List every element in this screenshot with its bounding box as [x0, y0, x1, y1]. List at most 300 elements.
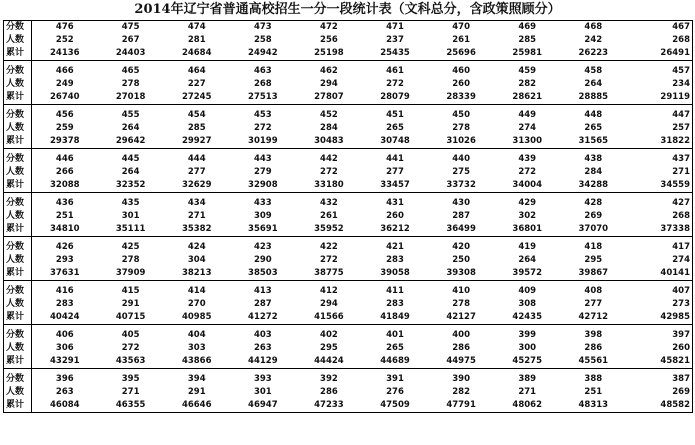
table-cell: 447: [626, 105, 692, 123]
table-cell: 34288: [578, 180, 609, 190]
table-cell: 443: [230, 149, 296, 167]
table-cell: 283: [386, 255, 404, 265]
table-cell: 416: [32, 281, 98, 299]
table-cell: 300: [518, 343, 537, 353]
score-distribution-table: [3, 20, 693, 413]
table-cell: 457: [626, 61, 692, 79]
table-cell: 272: [518, 167, 537, 177]
table-cell: 40424: [50, 312, 80, 322]
cumulative-row: [4, 311, 693, 325]
table-cell: 41272: [248, 312, 278, 322]
table-cell: 39572: [512, 268, 542, 278]
table-cell: 261: [452, 35, 470, 45]
table-cell: 24136: [50, 48, 80, 58]
table-cell: 242: [584, 35, 603, 45]
table-cell: 404: [164, 325, 230, 343]
table-cell: 272: [320, 167, 338, 177]
row-label: 分数: [4, 105, 32, 123]
table-cell: 287: [452, 211, 470, 221]
table-cell: 274: [672, 255, 690, 265]
table-cell: 31565: [578, 136, 609, 146]
table-cell: 412: [296, 281, 362, 299]
score-row: [4, 149, 693, 167]
table-cell: 460: [428, 61, 494, 79]
table-cell: 46947: [248, 400, 278, 410]
table-cell: 29119: [660, 92, 690, 102]
table-cell: 437: [626, 149, 692, 167]
table-cell: 46646: [181, 400, 212, 410]
table-cell: 35382: [181, 224, 212, 234]
table-cell: 45561: [578, 356, 609, 366]
table-cell: 411: [362, 281, 428, 299]
table-cell: 40715: [115, 312, 146, 322]
table-cell: 286: [452, 343, 470, 353]
table-cell: 37070: [578, 224, 609, 234]
table-cell: 27807: [314, 92, 344, 102]
table-cell: 275: [452, 167, 470, 177]
table-cell: 440: [428, 149, 494, 167]
table-cell: 417: [626, 237, 692, 255]
table-cell: 466: [32, 61, 98, 79]
table-cell: 32629: [181, 180, 212, 190]
table-cell: 234: [672, 79, 690, 89]
table-cell: 263: [253, 343, 272, 353]
table-cell: 432: [296, 193, 362, 211]
table-cell: 28885: [578, 92, 609, 102]
table-cell: 34004: [512, 180, 542, 190]
table-cell: 24684: [181, 48, 212, 58]
table-cell: 36499: [446, 224, 476, 234]
table-cell: 265: [584, 123, 603, 133]
row-label: 人数: [4, 386, 32, 399]
table-cell: 46355: [115, 400, 146, 410]
table-body: [4, 21, 693, 413]
table-cell: 26491: [660, 48, 690, 58]
table-cell: 278: [452, 123, 470, 133]
table-cell: 237: [386, 35, 404, 45]
table-cell: 277: [386, 167, 404, 177]
table-cell: 277: [187, 167, 206, 177]
score-row: [4, 369, 693, 387]
table-cell: 446: [32, 149, 98, 167]
table-cell: 395: [98, 369, 164, 387]
table-cell: 260: [672, 343, 690, 353]
table-cell: 256: [320, 35, 338, 45]
cumulative-row: [4, 91, 693, 105]
table-cell: 40141: [660, 268, 690, 278]
table-cell: 44129: [248, 356, 278, 366]
table-cell: 403: [230, 325, 296, 343]
table-cell: 25435: [380, 48, 410, 58]
table-cell: 389: [494, 369, 560, 387]
table-cell: 406: [32, 325, 98, 343]
row-label: 累计: [4, 355, 32, 369]
row-label: 人数: [4, 34, 32, 47]
row-label: 分数: [4, 237, 32, 255]
table-cell: 43563: [115, 356, 146, 366]
table-cell: 429: [494, 193, 560, 211]
table-cell: 48313: [578, 400, 609, 410]
table-cell: 418: [560, 237, 626, 255]
table-cell: 271: [187, 211, 206, 221]
table-cell: 273: [672, 299, 690, 309]
table-cell: 293: [55, 255, 74, 265]
table-cell: 41566: [314, 312, 344, 322]
table-cell: 428: [560, 193, 626, 211]
table-cell: 28621: [512, 92, 542, 102]
table-cell: 37909: [115, 268, 146, 278]
cumulative-row: [4, 179, 693, 193]
table-cell: 37338: [660, 224, 690, 234]
table-cell: 450: [428, 105, 494, 123]
table-cell: 271: [121, 387, 140, 397]
table-cell: 413: [230, 281, 296, 299]
table-cell: 287: [253, 299, 272, 309]
table-cell: 33732: [446, 180, 476, 190]
table-cell: 434: [164, 193, 230, 211]
table-cell: 32088: [50, 180, 80, 190]
table-cell: 32352: [115, 180, 146, 190]
table-cell: 474: [187, 22, 206, 32]
table-cell: 392: [296, 369, 362, 387]
table-cell: 430: [428, 193, 494, 211]
row-label: 累计: [4, 47, 32, 61]
table-cell: 278: [121, 79, 140, 89]
table-cell: 425: [98, 237, 164, 255]
table-cell: 271: [518, 387, 537, 397]
table-cell: 476: [55, 22, 74, 32]
table-cell: 285: [518, 35, 537, 45]
table-cell: 449: [494, 105, 560, 123]
table-cell: 270: [187, 299, 206, 309]
table-cell: 34559: [660, 180, 690, 190]
table-cell: 431: [362, 193, 428, 211]
table-cell: 39867: [578, 268, 609, 278]
count-row: [4, 34, 693, 47]
table-cell: 465: [98, 61, 164, 79]
table-cell: 251: [55, 211, 74, 221]
table-cell: 464: [164, 61, 230, 79]
table-cell: 42985: [660, 312, 690, 322]
table-cell: 29378: [50, 136, 80, 146]
table-cell: 283: [386, 299, 404, 309]
score-row: [4, 105, 693, 123]
table-cell: 424: [164, 237, 230, 255]
table-cell: 398: [560, 325, 626, 343]
row-label: 分数: [4, 193, 32, 211]
table-cell: 295: [584, 255, 603, 265]
row-label: 人数: [4, 122, 32, 135]
table-cell: 227: [187, 79, 206, 89]
table-cell: 272: [121, 343, 140, 353]
table-cell: 43291: [50, 356, 80, 366]
table-cell: 259: [55, 123, 74, 133]
table-cell: 27018: [115, 92, 146, 102]
table-cell: 268: [253, 79, 272, 89]
row-label: 累计: [4, 223, 32, 237]
row-label: 分数: [4, 325, 32, 343]
cumulative-row: [4, 355, 693, 369]
table-cell: 427: [626, 193, 692, 211]
table-cell: 302: [518, 211, 537, 221]
cumulative-row: [4, 135, 693, 149]
table-cell: 405: [98, 325, 164, 343]
table-cell: 442: [296, 149, 362, 167]
table-cell: 31300: [512, 136, 542, 146]
table-cell: 42712: [578, 312, 609, 322]
table-cell: 420: [428, 237, 494, 255]
table-cell: 401: [362, 325, 428, 343]
table-cell: 36801: [512, 224, 542, 234]
table-cell: 468: [584, 22, 603, 32]
table-cell: 269: [584, 211, 603, 221]
cumulative-row: [4, 223, 693, 237]
table-cell: 436: [32, 193, 98, 211]
row-label: 人数: [4, 298, 32, 311]
table-cell: 421: [362, 237, 428, 255]
table-cell: 439: [494, 149, 560, 167]
table-cell: 396: [32, 369, 98, 387]
table-cell: 41849: [380, 312, 410, 322]
table-cell: 278: [121, 255, 140, 265]
score-row: [4, 61, 693, 79]
table-cell: 44689: [380, 356, 410, 366]
score-row: [4, 193, 693, 211]
table-cell: 264: [121, 167, 140, 177]
table-cell: 35691: [248, 224, 278, 234]
table-cell: 472: [320, 22, 338, 32]
table-cell: 38775: [314, 268, 344, 278]
table-cell: 25696: [446, 48, 476, 58]
table-cell: 260: [452, 79, 470, 89]
table-cell: 42127: [446, 312, 476, 322]
table-cell: 43866: [181, 356, 212, 366]
row-label: 人数: [4, 342, 32, 355]
count-row: [4, 78, 693, 91]
table-cell: 394: [164, 369, 230, 387]
table-cell: 30483: [314, 136, 344, 146]
count-row: [4, 342, 693, 355]
row-label: 累计: [4, 91, 32, 105]
table-cell: 251: [584, 387, 603, 397]
table-cell: 257: [672, 123, 690, 133]
table-cell: 35111: [115, 224, 146, 234]
table-cell: 38213: [181, 268, 212, 278]
count-row: [4, 166, 693, 179]
table-cell: 47509: [380, 400, 410, 410]
table-cell: 456: [32, 105, 98, 123]
table-cell: 475: [121, 22, 140, 32]
table-cell: 45275: [512, 356, 542, 366]
table-cell: 422: [296, 237, 362, 255]
table-cell: 295: [320, 343, 338, 353]
table-cell: 31822: [660, 136, 690, 146]
table-cell: 284: [320, 123, 338, 133]
table-cell: 448: [560, 105, 626, 123]
table-cell: 291: [121, 299, 140, 309]
table-cell: 260: [386, 211, 404, 221]
table-cell: 24942: [248, 48, 278, 58]
table-cell: 26223: [578, 48, 609, 58]
table-cell: 470: [452, 22, 470, 32]
table-cell: 272: [386, 79, 404, 89]
table-cell: 268: [672, 35, 690, 45]
table-cell: 458: [560, 61, 626, 79]
table-cell: 44975: [446, 356, 476, 366]
table-cell: 459: [494, 61, 560, 79]
table-cell: 304: [187, 255, 206, 265]
table-cell: 42435: [512, 312, 542, 322]
count-row: [4, 386, 693, 399]
table-cell: 402: [296, 325, 362, 343]
table-cell: 454: [164, 105, 230, 123]
row-label: 累计: [4, 311, 32, 325]
table-cell: 451: [362, 105, 428, 123]
table-cell: 263: [55, 387, 74, 397]
table-cell: 397: [626, 325, 692, 343]
table-cell: 444: [164, 149, 230, 167]
table-cell: 306: [55, 343, 74, 353]
table-cell: 276: [386, 387, 404, 397]
table-cell: 462: [296, 61, 362, 79]
table-cell: 441: [362, 149, 428, 167]
table-cell: 410: [428, 281, 494, 299]
row-label: 分数: [4, 61, 32, 79]
table-cell: 279: [253, 167, 272, 177]
table-cell: 303: [187, 343, 206, 353]
table-cell: 39058: [380, 268, 410, 278]
table-cell: 301: [253, 387, 272, 397]
table-cell: 291: [187, 387, 206, 397]
row-label: 分数: [4, 369, 32, 387]
table-cell: 438: [560, 149, 626, 167]
count-row: [4, 298, 693, 311]
table-cell: 252: [55, 35, 74, 45]
table-cell: 267: [121, 35, 140, 45]
row-label: 分数: [4, 281, 32, 299]
table-cell: 455: [98, 105, 164, 123]
row-label: 人数: [4, 254, 32, 267]
table-cell: 46084: [50, 400, 80, 410]
table-cell: 286: [320, 387, 338, 397]
row-label: 累计: [4, 135, 32, 149]
table-cell: 278: [452, 299, 470, 309]
row-label: 分数: [4, 21, 32, 35]
table-cell: 39308: [446, 268, 476, 278]
table-cell: 29927: [181, 136, 212, 146]
score-row: [4, 237, 693, 255]
table-cell: 435: [98, 193, 164, 211]
table-cell: 47791: [446, 400, 476, 410]
table-cell: 34810: [50, 224, 80, 234]
score-row: [4, 281, 693, 299]
table-cell: 47233: [314, 400, 344, 410]
table-cell: 467: [672, 22, 690, 32]
table-cell: 261: [320, 211, 338, 221]
table-cell: 415: [98, 281, 164, 299]
table-cell: 31026: [446, 136, 476, 146]
table-cell: 268: [672, 211, 690, 221]
table-cell: 286: [584, 343, 603, 353]
table-cell: 387: [626, 369, 692, 387]
table-cell: 29642: [115, 136, 146, 146]
row-label: 累计: [4, 267, 32, 281]
row-label: 累计: [4, 179, 32, 193]
table-cell: 264: [584, 79, 603, 89]
table-cell: 471: [386, 22, 404, 32]
count-row: [4, 210, 693, 223]
table-cell: 308: [518, 299, 537, 309]
cumulative-row: [4, 267, 693, 281]
table-cell: 264: [121, 123, 140, 133]
row-label: 人数: [4, 78, 32, 91]
count-row: [4, 254, 693, 267]
table-cell: 28079: [380, 92, 410, 102]
table-cell: 400: [428, 325, 494, 343]
row-label: 人数: [4, 166, 32, 179]
table-cell: 266: [55, 167, 74, 177]
table-cell: 37631: [50, 268, 80, 278]
table-cell: 294: [320, 79, 338, 89]
table-cell: 473: [253, 22, 272, 32]
table-cell: 433: [230, 193, 296, 211]
table-cell: 264: [518, 255, 537, 265]
table-cell: 290: [253, 255, 272, 265]
table-cell: 461: [362, 61, 428, 79]
row-label: 分数: [4, 149, 32, 167]
table-cell: 272: [253, 123, 272, 133]
table-cell: 409: [494, 281, 560, 299]
table-cell: 269: [672, 387, 690, 397]
table-cell: 453: [230, 105, 296, 123]
table-cell: 294: [320, 299, 338, 309]
table-cell: 33180: [314, 180, 344, 190]
table-cell: 282: [518, 79, 537, 89]
table-cell: 282: [452, 387, 470, 397]
table-cell: 44424: [314, 356, 344, 366]
table-cell: 426: [32, 237, 98, 255]
table-cell: 272: [320, 255, 338, 265]
table-cell: 452: [296, 105, 362, 123]
cumulative-row: [4, 399, 693, 413]
table-cell: 38503: [248, 268, 278, 278]
table-cell: 277: [584, 299, 603, 309]
table-cell: 391: [362, 369, 428, 387]
score-row: [4, 21, 693, 35]
table-cell: 25198: [314, 48, 344, 58]
table-cell: 249: [55, 79, 74, 89]
row-label: 累计: [4, 399, 32, 413]
table-cell: 27513: [248, 92, 278, 102]
table-cell: 414: [164, 281, 230, 299]
table-cell: 28339: [446, 92, 476, 102]
table-cell: 463: [230, 61, 296, 79]
table-cell: 265: [386, 123, 404, 133]
table-cell: 30199: [248, 136, 278, 146]
table-cell: 284: [584, 167, 603, 177]
table-cell: 33457: [380, 180, 410, 190]
table-cell: 271: [672, 167, 690, 177]
cumulative-row: [4, 47, 693, 61]
table-cell: 32908: [248, 180, 278, 190]
table-cell: 258: [253, 35, 272, 45]
table-cell: 26740: [50, 92, 80, 102]
table-cell: 36212: [380, 224, 410, 234]
table-cell: 390: [428, 369, 494, 387]
table-cell: 27245: [181, 92, 212, 102]
table-cell: 35952: [314, 224, 344, 234]
table-cell: 301: [121, 211, 140, 221]
